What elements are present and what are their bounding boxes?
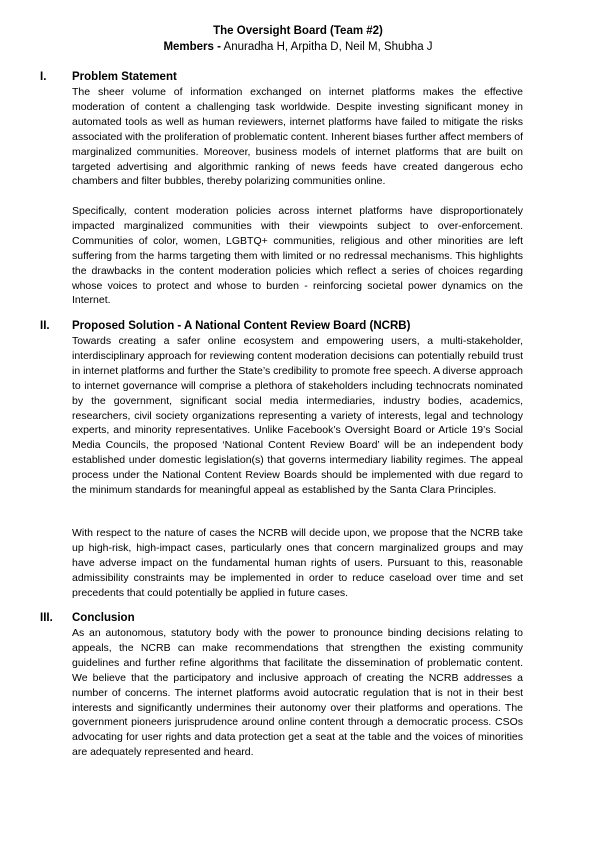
section-heading: Proposed Solution - A National Content Review Board (NCRB) — [72, 320, 411, 332]
section-numeral: III. — [40, 612, 53, 624]
section-heading: Conclusion — [72, 612, 135, 624]
members-label: Members - — [163, 41, 221, 53]
paragraph: With respect to the nature of cases the NCRB will decide upon, we propose that the NCRB take up high-risk, high-impact cases, particularly ones that concern marginalized groups and may have adverse impact on the fundamental human rights of users. Pursuant to this, reasonable admissibility constraints may be implemented in order to reduce caseload over time and set precedents that could potentially be applied in future cases. — [72, 527, 523, 599]
paragraph: Towards creating a safer online ecosystem and empowering users, a multi-stakeholder, interdisciplinary approach for reviewing content moderation decisions can potentially rebuild trust in internet platforms and further the State’s credibility to promote free speech. A diverse approach to internet governance will comprise a plethora of stakeholders including technocrats nominated by the government, significant social media intermediaries, industry bodies, academics, researchers, civil society organizations representing a variety of interests, legal and technology experts, and minority representatives. Unlike Facebook’s Oversight Board or Article 19’s Social Media Councils, the proposed ‘National Content Review Board’ will be an independent body established under domestic legislation(s) that governs intermediary liability regimes. The appeal process under the National Content Review Boards should be implemented with due regard to the minimum standards for meaningful appeal as established by the Santa Clara Principles. — [72, 335, 523, 497]
section-numeral: I. — [40, 71, 47, 83]
members-line — [0, 40, 596, 55]
paragraph: Specifically, content moderation policies across internet platforms have disproportionately impacted marginalized communities with their viewpoints subject to over-enforcement. Communities of color, women, LGBTQ+ communities, religious and other minorities are left suffering from the harms targeting them with limited or no redressal mechanisms. This highlights the drawbacks in the content moderation policies which reflect a series of choices regarding whose voices to protect and whose to burden - reinforcing societal power dynamics on the Internet. — [72, 205, 523, 307]
paragraph: As an autonomous, statutory body with the power to pronounce binding decisions relating to appeals, the NCRB can make recommendations that strengthen the existing community guidelines and further refine algorithms that facilitate the dissemination of problematic content. We believe that the participatory and inclusive approach of creating the NCRB addresses a number of concerns. The internet platforms avoid autocratic regulation that is not in their best interests and significantly undermines their autonomy over their platforms and operations. The government pioneers jurisprudence around online content through a democratic process. CSOs advocating for user rights and data protection get a seat at the table and the voices of minorities are adequately represented and heard. — [72, 627, 523, 759]
section-heading: Problem Statement — [72, 71, 177, 83]
paragraph: The sheer volume of information exchanged on internet platforms makes the effective moderation of content a challenging task worldwide. Despite investing significant money in automated tools as well as human reviewers, internet platforms have failed to mitigate the risks associated with the proliferation of problematic content. Inherent biases further affect members of marginalized communities. Moreover, business models of internet platforms that are built on targeted advertising and algorithmic ranking of news feeds have created dangerous echo chambers and filter bubbles, thereby polarizing communities online. — [72, 86, 523, 188]
section-numeral: II. — [40, 320, 50, 332]
document-title: The Oversight Board (Team #2) — [213, 25, 383, 37]
members-names: Anuradha H, Arpitha D, Neil M, Shubha J — [220, 41, 433, 53]
